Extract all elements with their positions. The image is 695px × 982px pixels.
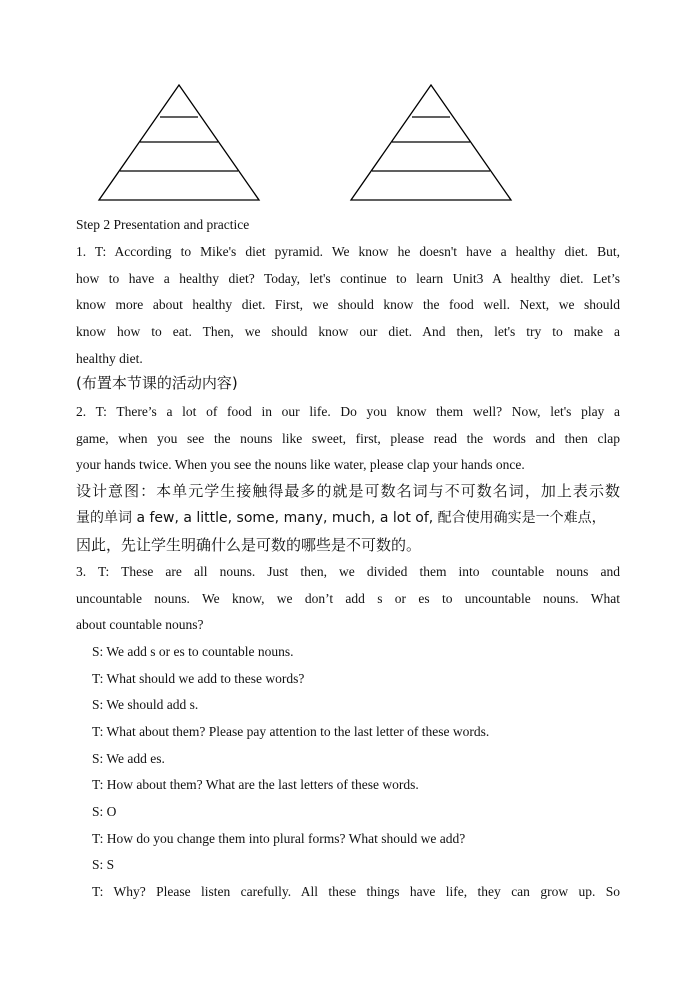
- dialogue-line: S: O: [92, 804, 117, 819]
- design-intent-line: 因此，先让学生明确什么是可数的哪些是不可数的。: [76, 536, 422, 554]
- design-intent-line: 设计意图：本单元学生接触得最多的就是可数名词与不可数名词，加上表示数: [76, 482, 620, 500]
- item3-line: about countable nouns?: [76, 617, 204, 632]
- item2-line: game, when you see the nouns like sweet, first, please read the words and then clap: [76, 431, 620, 446]
- dialogue-line: T: What about them? Please pay attention to the last letter of these words.: [92, 724, 490, 739]
- item1-line: 1. T: According to Mike's diet pyramid. We know he doesn't have a healthy diet. But,: [76, 244, 620, 259]
- item3-line: 3. T: These are all nouns. Just then, we divided them into countable nouns and: [76, 564, 620, 579]
- dialogue-line: S: S: [92, 857, 115, 872]
- diet-pyramid-right: [348, 84, 514, 204]
- diet-pyramid-left: [96, 84, 262, 204]
- item1-line: how to have a healthy diet? Today, let's continue to learn Unit3 A healthy diet. Let’s: [76, 271, 620, 286]
- item1-line: healthy diet.: [76, 351, 143, 366]
- dialogue-line: S: We add s or es to countable nouns.: [92, 644, 294, 659]
- design-intent-line: 量的单词 a few, a little, some, many, much, a lot of, 配合使用确实是一个难点，: [76, 510, 606, 526]
- activity-note: (布置本节课的活动内容): [76, 374, 238, 392]
- item2-line: 2. T: There’s a lot of food in our life. Do you know them well? Now, let's play a: [76, 404, 620, 419]
- item1-line: know more about healthy diet. First, we should know the food well. Next, we should: [76, 297, 620, 312]
- step-heading: Step 2 Presentation and practice: [76, 217, 250, 232]
- dialogue-line: S: We add es.: [92, 751, 165, 766]
- dialogue-line: T: How do you change them into plural forms? What should we add?: [92, 831, 466, 846]
- dialogue-line: T: How about them? What are the last letters of these words.: [92, 777, 419, 792]
- item3-line: uncountable nouns. We know, we don’t add s or es to uncountable nouns. What: [76, 591, 620, 606]
- item1-line: know how to eat. Then, we should know our diet. And then, let's try to make a: [76, 324, 620, 339]
- dialogue-line: S: We should add s.: [92, 697, 199, 712]
- dialogue-line: T: Why? Please listen carefully. All these things have life, they can grow up. So: [92, 884, 620, 899]
- dialogue-line: T: What should we add to these words?: [92, 671, 305, 686]
- item2-line: your hands twice. When you see the nouns like water, please clap your hands once.: [76, 457, 525, 472]
